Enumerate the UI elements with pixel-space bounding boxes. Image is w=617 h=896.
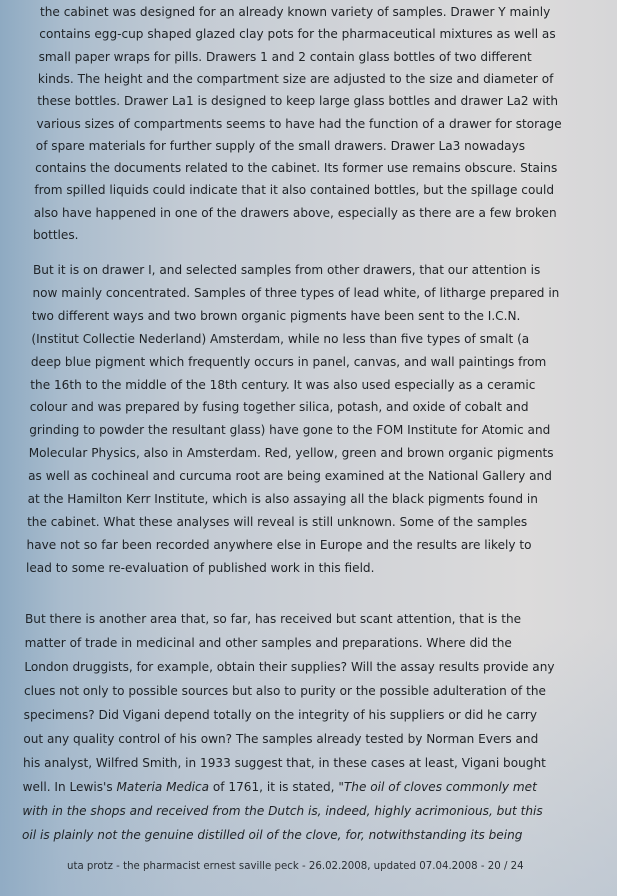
text-segment: contains the documents related to the cabinet. Its former use remains obscure. Stains bbox=[35, 161, 558, 176]
text-line bbox=[31, 355, 546, 369]
text-segment: But there is another area that, so far, has received but scant attention, that is the bbox=[25, 612, 522, 626]
text-line bbox=[38, 72, 554, 86]
text-segment: London druggists, for example, obtain their supplies? Will the assay results provide any bbox=[24, 660, 555, 674]
text-line bbox=[22, 828, 522, 842]
text-segment: grinding to powder the resultant glass) have gone to the FOM Institute for Atomic and bbox=[29, 423, 551, 438]
text-line bbox=[24, 708, 537, 722]
text-segment: two different ways and two brown organic pigments have been sent to the I.C.N. bbox=[31, 308, 521, 323]
text-line bbox=[27, 538, 532, 552]
italic-text: with in the shops and received from the Dutch is, indeed, highly acrimonious, but this bbox=[22, 804, 543, 818]
text-segment: now mainly concentrated. Samples of three types of lead white, of litharge prepared in bbox=[32, 285, 560, 300]
text-line bbox=[27, 515, 527, 529]
text-line bbox=[39, 27, 555, 41]
text-line bbox=[36, 139, 525, 153]
text-line bbox=[22, 804, 542, 818]
text-line bbox=[29, 423, 550, 437]
italic-text: "The oil of cloves commonly met bbox=[338, 780, 537, 794]
text-line bbox=[28, 469, 552, 483]
text-line bbox=[39, 50, 532, 64]
text-segment: (Institut Collectie Nederland) Amsterdam, while no less than five types of smalt (a bbox=[31, 331, 530, 346]
text-segment: from spilled liquids could indicate that it also contained bottles, but the spillage could bbox=[34, 183, 555, 198]
text-segment: also have happened in one of the drawers above, especially as there are a few broken bbox=[33, 205, 557, 220]
text-segment: colour and was prepared by fusing together silica, potash, and oxide of cobalt and bbox=[29, 400, 529, 415]
text-line bbox=[33, 263, 540, 277]
text-segment: of spare materials for further supply of the small drawers. Drawer La3 nowadays bbox=[35, 138, 526, 153]
text-line bbox=[30, 400, 529, 414]
text-line bbox=[37, 94, 558, 108]
text-line bbox=[23, 756, 546, 770]
text-segment: at the Hamilton Kerr Institute, which is also assaying all the black pigments found in bbox=[27, 492, 538, 506]
italic-text: oil is plainly not the genuine distilled oil of the clove, for, notwithstanding its being bbox=[22, 828, 523, 842]
text-line bbox=[32, 286, 559, 300]
text-line bbox=[29, 446, 554, 460]
text-line bbox=[26, 561, 374, 575]
text-segment: the cabinet was designed for an already known variety of samples. Drawer Y mainly bbox=[40, 5, 551, 19]
text-segment: the 16th to the middle of the 18th century. It was also used especially as a ceramic bbox=[30, 377, 536, 392]
italic-text: Materia Medica bbox=[116, 780, 210, 794]
text-line bbox=[24, 684, 546, 698]
text-segment: as well as cochineal and curcuma root are being examined at the National Gallery and bbox=[28, 469, 552, 484]
text-line bbox=[23, 732, 538, 746]
text-segment: well. In Lewis's bbox=[22, 780, 117, 794]
text-segment: But it is on drawer I, and selected samples from other drawers, that our attention is bbox=[33, 263, 541, 277]
text-segment: these bottles. Drawer La1 is designed to keep large glass bottles and drawer La2 with bbox=[37, 94, 559, 109]
text-segment: have not so far been recorded anywhere else in Europe and the results are likely to bbox=[26, 537, 532, 552]
text-segment: of 1761, it is stated, bbox=[209, 780, 339, 794]
text-segment: Molecular Physics, also in Amsterdam. Red, yellow, green and brown organic pigments bbox=[28, 446, 554, 461]
text-segment: clues not only to possible sources but also to purity or the possible adulteration of the bbox=[24, 684, 546, 698]
text-segment: deep blue pigment which frequently occurs in panel, canvas, and wall paintings from bbox=[30, 354, 547, 369]
text-segment: specimens? Did Vigani depend totally on the integrity of his suppliers or did he carry bbox=[23, 708, 537, 722]
page-footer: uta protz - the pharmacist ernest saville peck - 26.02.2008, updated 07.04.2008 - 20 / 24 bbox=[67, 861, 524, 872]
text-segment: small paper wraps for pills. Drawers 1 and 2 contain glass bottles of two different bbox=[38, 49, 532, 64]
text-line bbox=[24, 660, 554, 674]
text-line bbox=[25, 636, 512, 650]
text-segment: kinds. The height and the compartment size are adjusted to the size and diameter of bbox=[37, 71, 554, 86]
text-line bbox=[23, 780, 537, 794]
text-segment: matter of trade in medicinal and other samples and preparations. Where did the bbox=[24, 636, 512, 650]
text-line bbox=[34, 206, 557, 220]
text-line bbox=[40, 5, 550, 19]
text-segment: his analyst, Wilfred Smith, in 1933 suggest that, in these cases at least, Vigani bought bbox=[23, 756, 546, 770]
text-line bbox=[37, 117, 562, 131]
text-line bbox=[32, 309, 520, 323]
text-segment: various sizes of compartments seems to have had the function of a drawer for storage bbox=[36, 116, 562, 131]
text-segment: out any quality control of his own? The samples already tested by Norman Evers and bbox=[23, 732, 539, 746]
text-line bbox=[28, 492, 538, 506]
text-segment: contains egg-cup shaped glazed clay pots for the pharmaceutical mixtures as well as bbox=[39, 27, 556, 42]
text-line bbox=[31, 332, 529, 346]
text-line bbox=[35, 161, 557, 175]
text-line bbox=[33, 228, 79, 242]
text-line bbox=[25, 612, 521, 626]
text-segment: bottles. bbox=[33, 228, 79, 242]
text-line bbox=[30, 378, 535, 392]
text-line bbox=[34, 183, 554, 197]
text-segment: the cabinet. What these analyses will reveal is still unknown. Some of the samples bbox=[27, 514, 528, 529]
text-segment: lead to some re-evaluation of published work in this field. bbox=[26, 560, 375, 575]
